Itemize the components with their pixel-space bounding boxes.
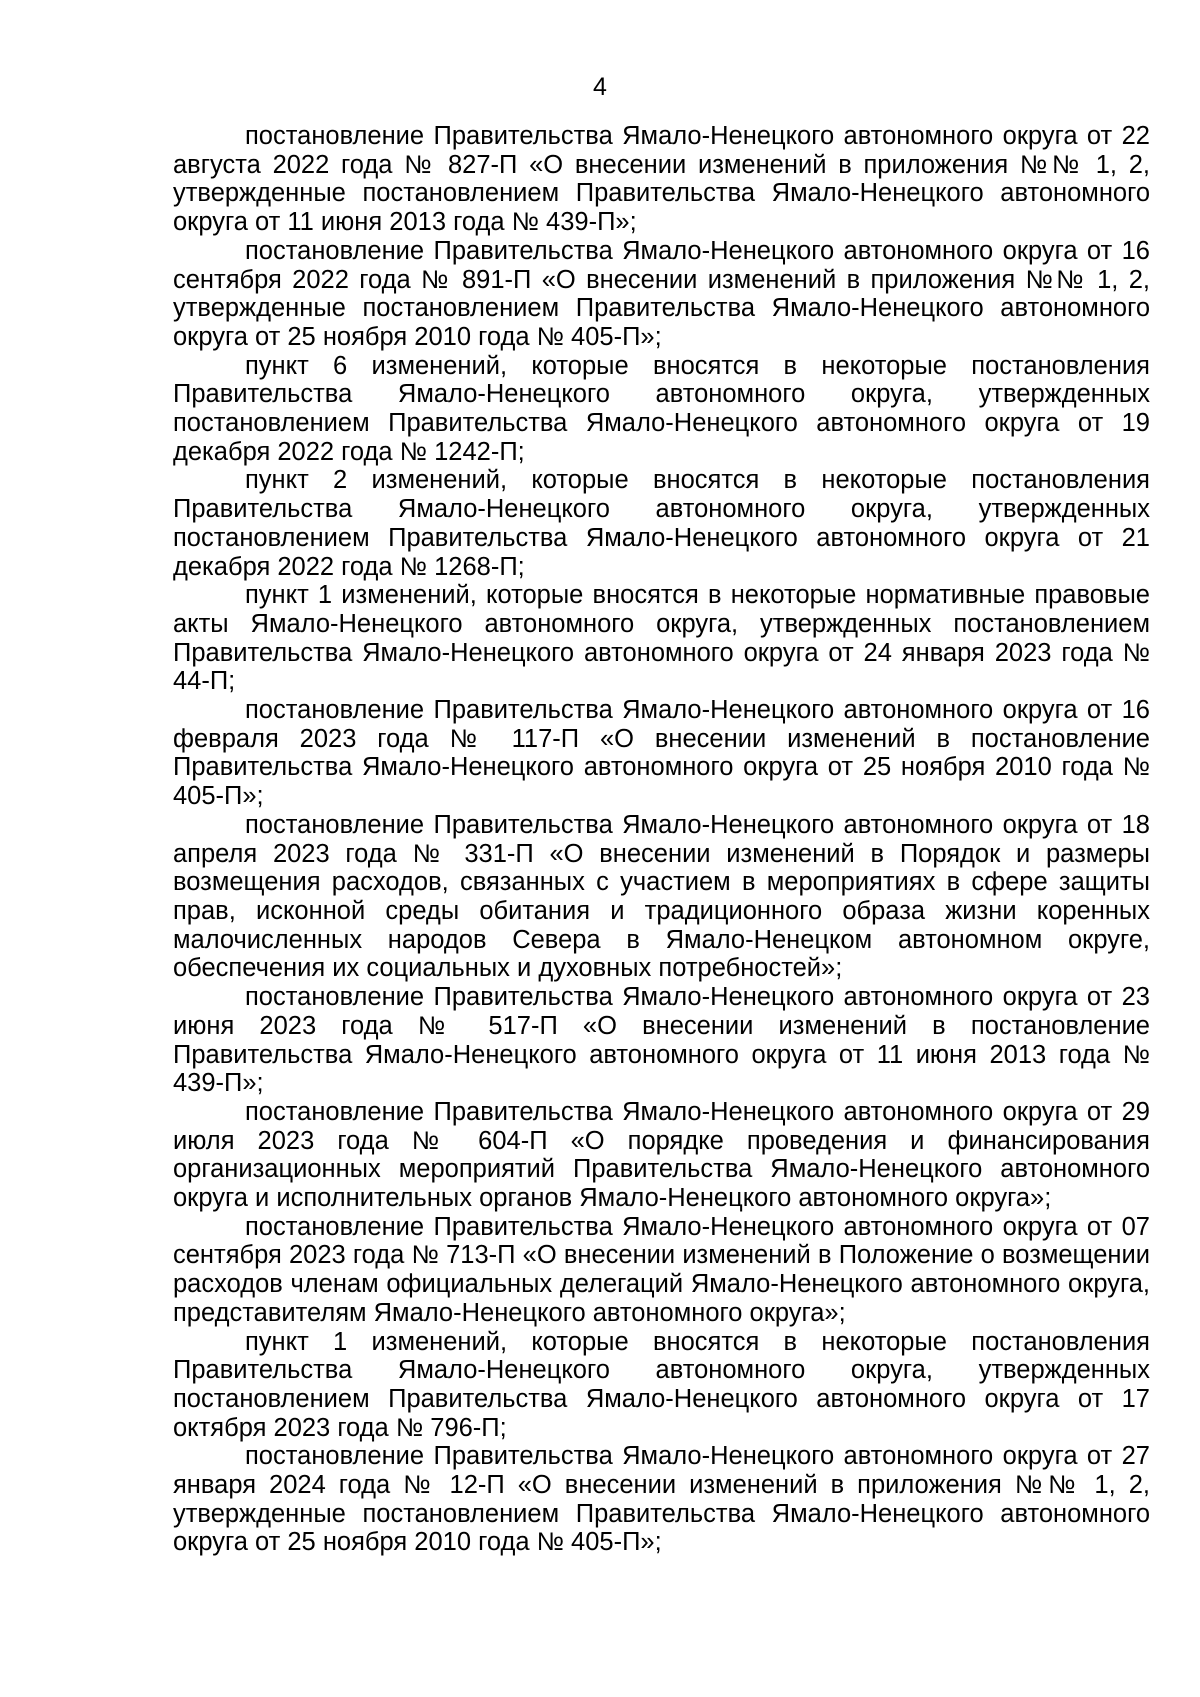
paragraph-12: постановление Правительства Ямало-Ненецкого автономного округа от 27 января 2024 года № 12-П «О внесении изменений в приложения №№ 1, 2, утвержденные постановлением Правительства Ямало-Ненецкого автономного округа от 25 ноября 2010 года № 405-П»; — [173, 1442, 1150, 1557]
paragraph-7: постановление Правительства Ямало-Ненецкого автономного округа от 18 апреля 2023 года № 331-П «О внесении изменений в Порядок и размеры возмещения расходов, связанных с участием в мероприятиях в сфере защиты прав, исконной среды обитания и традиционного образа жизни коренных малочисленных народов Севера в Ямало-Ненецком автономном округе, обеспечения их социальных и духовных потребностей»; — [173, 810, 1150, 983]
paragraph-8: постановление Правительства Ямало-Ненецкого автономного округа от 23 июня 2023 года № 517-П «О внесении изменений в постановление Правительства Ямало-Ненецкого автономного округа от 11 июня 2013 года № 439-П»; — [173, 983, 1150, 1098]
paragraph-11: пункт 1 изменений, которые вносятся в некоторые постановления Правительства Ямало-Ненецкого автономного округа, утвержденных постановлением Правительства Ямало-Ненецкого автономного округа от 17 октября 2023 года № 796-П; — [173, 1327, 1150, 1442]
paragraph-4: пункт 2 изменений, которые вносятся в некоторые постановления Правительства Ямало-Ненецкого автономного округа, утвержденных постановлением Правительства Ямало-Ненецкого автономного округа от 21 декабря 2022 года № 1268-П; — [173, 466, 1150, 581]
paragraph-3: пункт 6 изменений, которые вносятся в некоторые постановления Правительства Ямало-Ненецкого автономного округа, утвержденных постановлением Правительства Ямало-Ненецкого автономного округа от 19 декабря 2022 года № 1242-П; — [173, 351, 1150, 466]
paragraph-1: постановление Правительства Ямало-Ненецкого автономного округа от 22 августа 2022 года № 827-П «О внесении изменений в приложения №№ 1, 2, утвержденные постановлением Правительства Ямало-Ненецкого автономного округа от 11 июня 2013 года № 439-П»; — [173, 122, 1150, 237]
paragraph-6: постановление Правительства Ямало-Ненецкого автономного округа от 16 февраля 2023 года № 117-П «О внесении изменений в постановление Правительства Ямало-Ненецкого автономного округа от 25 ноября 2010 года № 405-П»; — [173, 696, 1150, 811]
paragraph-10: постановление Правительства Ямало-Ненецкого автономного округа от 07 сентября 2023 года № 713-П «О внесении изменений в Положение о возмещении расходов членам официальных делегаций Ямало-Ненецкого автономного округа, представителям Ямало-Ненецкого автономного округа»; — [173, 1212, 1150, 1327]
document-body — [173, 122, 1150, 1557]
paragraph-5: пункт 1 изменений, которые вносятся в некоторые нормативные правовые акты Ямало-Ненецкого автономного округа, утвержденных постановлением Правительства Ямало-Ненецкого автономного округа от 24 января 2023 года № 44-П; — [173, 581, 1150, 696]
paragraph-9: постановление Правительства Ямало-Ненецкого автономного округа от 29 июля 2023 года № 604-П «О порядке проведения и финансирования организационных мероприятий Правительства Ямало-Ненецкого автономного округа и исполнительных органов Ямало-Ненецкого автономного округа»; — [173, 1097, 1150, 1213]
paragraph-2: постановление Правительства Ямало-Ненецкого автономного округа от 16 сентября 2022 года № 891-П «О внесении изменений в приложения №№ 1, 2, утвержденные постановлением Правительства Ямало-Ненецкого автономного округа от 25 ноября 2010 года № 405-П»; — [173, 236, 1150, 351]
page-number: 4 — [593, 73, 607, 101]
